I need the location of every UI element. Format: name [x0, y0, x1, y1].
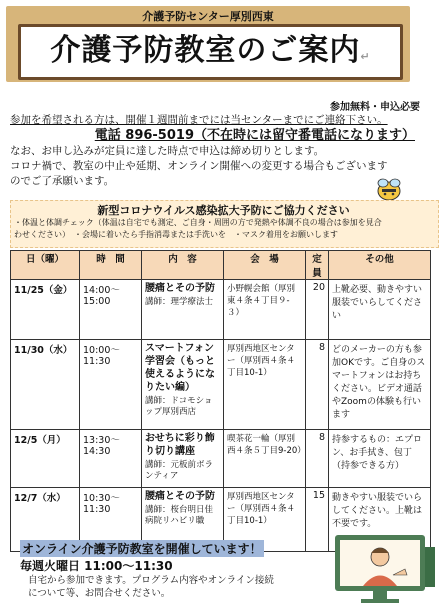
row-other: どのメーカーの方も参加OKです。ご自身のスマートフォンはお持ちください。ビデオ通話やZoomの体験も行います	[329, 340, 431, 430]
online-title: オンライン介護予防教室を開催しています！	[22, 542, 262, 556]
covid-line1: ・体温と体調チェック（体温は自宅でも測定、ご自身・周囲の方で発熱や体調不良の場合は参加を見合	[14, 218, 382, 227]
row-time: 10:00～ 11:30	[80, 340, 142, 430]
intro-line3: なお、お申し込みが定員に達した時点で申込は締め切りとします。	[10, 145, 325, 157]
covid-body	[14, 217, 434, 241]
center-name: 介護予防センター厚別西東	[142, 10, 274, 23]
schedule-table	[10, 250, 431, 552]
online-illustration	[333, 525, 438, 608]
row-time: 14:00～ 15:00	[80, 280, 142, 340]
row-content: 腰痛とその予防 講師：桜台明日佳病院リハビリ職	[142, 488, 224, 552]
online-line2: について等、お問合せください。	[28, 588, 171, 599]
intro-line1: 参加を希望される方は、開催１週間前までには当センターまでにご連絡下さい。	[10, 114, 388, 126]
row-content: スマートフォン学習会（もっと使えるようになりたい編） 講師：ドコモショップ厚別西店	[142, 340, 224, 430]
online-body	[28, 574, 328, 600]
table-row	[11, 280, 431, 340]
row-venue: 厚別西地区センター（厚別西４条４丁目10-1）	[224, 340, 306, 430]
row-other: 動きやすい服装でいらしてください。上靴は不要です。	[329, 488, 431, 552]
row-venue: 喫茶花一輪（厚別西４条５丁目9-20）	[224, 430, 306, 488]
row-date: 11/30（水）	[11, 340, 80, 430]
page-title: 介護予防教室のご案内↵	[50, 33, 371, 68]
row-content: 腰痛とその予防 講師：理学療法士	[142, 280, 224, 340]
online-schedule: 毎週火曜日 11:00～11:30	[20, 559, 173, 573]
row-capacity: 15	[306, 488, 329, 552]
row-time: 10:30～ 11:30	[80, 488, 142, 552]
header-capacity: 定員	[306, 251, 329, 280]
row-date: 11/25（金）	[11, 280, 80, 340]
row-other: 上靴必要、動きやすい服装でいらしてください	[329, 280, 431, 340]
table-row	[11, 430, 431, 488]
phone-number: 電話 896-5019（不在時には留守番電話になります）	[94, 128, 415, 143]
header-other: その他	[329, 251, 431, 280]
header-time: 時 間	[80, 251, 142, 280]
intro-text	[10, 113, 435, 189]
row-venue: 厚別西地区センター（厚別西４条４丁目10-1）	[224, 488, 306, 552]
row-content: おせちに彩り飾り切り講座 講師：元板前ボランティア	[142, 430, 224, 488]
table-row	[11, 340, 431, 430]
row-date: 12/5（月）	[11, 430, 80, 488]
row-venue: 小野幌会館（厚別東４条４丁目９-３）	[224, 280, 306, 340]
intro-line4: コロナ禍で、教室の中止や延期、オンライン開催への変更する場合もございます	[10, 160, 388, 172]
covid-line2: わせください） ・会場に着いたら手指消毒または手洗いを ・マスク着用をお願いします	[14, 230, 338, 239]
table-header-row	[11, 251, 431, 280]
row-capacity: 20	[306, 280, 329, 340]
intro-line5: のでご了承願います。	[10, 175, 115, 187]
header-date: 日（曜）	[11, 251, 80, 280]
row-capacity: 8	[306, 430, 329, 488]
header-content: 内 容	[142, 251, 224, 280]
bee-icon	[374, 178, 404, 202]
row-capacity: 8	[306, 340, 329, 430]
row-time: 13:30～ 14:30	[80, 430, 142, 488]
covid-title: 新型コロナウイルス感染拡大予防にご協力ください	[97, 204, 350, 217]
online-line1: 自宅から参加できます。プログラム内容やオンライン接続	[28, 575, 274, 586]
intro-tel-row	[10, 128, 435, 144]
row-other: 持参するもの：エプロン、お手拭き、包丁（持参できる方）	[329, 430, 431, 488]
header-venue: 会 場	[224, 251, 306, 280]
free-note: 参加無料・申込必要	[330, 102, 420, 113]
row-date: 12/7（水）	[11, 488, 80, 552]
